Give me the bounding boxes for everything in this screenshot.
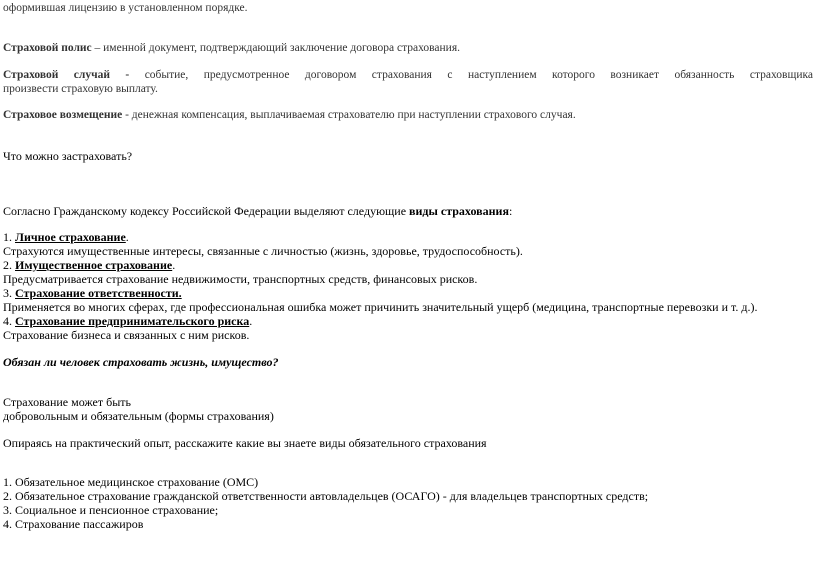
question-obliged: Обязан ли человек страховать жизнь, имущество? (3, 355, 279, 369)
type-1-description: Страхуются имущественные интересы, связанные с личностью (жизнь, здоровье, трудоспособность). (3, 244, 523, 258)
type-3-description: Применяется во многих сферах, где профессиональная ошибка может причинить значительный ущерб (медицина, транспортные перевозки и т. д.). (3, 300, 758, 314)
definition-insured-event (3, 68, 813, 96)
term-policy: Страховой полис (3, 42, 92, 54)
mandatory-item-2: 2. Обязательное страхование гражданской ответственности автовладельцев (ОСАГО) - для владельцев транспортных средств; (3, 489, 649, 503)
definition-policy (3, 41, 460, 55)
term-insured-event: Страховой случай - (3, 69, 130, 81)
type-2-title: 2. Имущественное страхование. (3, 258, 176, 272)
forms-line-2: добровольным и обязательным (формы страхования) (3, 409, 274, 423)
mandatory-item-1: 1. Обязательное медицинское страхование (ОМС) (3, 475, 259, 489)
definition-compensation (3, 108, 576, 122)
mandatory-item-4: 4. Страхование пассажиров (3, 517, 144, 531)
type-1-title: 1. Личное страхование. (3, 230, 129, 244)
type-2-description: Предусматривается страхование недвижимости, транспортных средств, финансовых рисков. (3, 272, 478, 286)
mandatory-item-3: 3. Социальное и пенсионное страхование; (3, 503, 219, 517)
definition-compensation-text: - денежная компенсация, выплачиваемая страхователю при наступлении страхового случая. (122, 109, 576, 121)
definition-insured-event-line2: произвести страховую выплату. (3, 83, 158, 95)
types-intro-bold: виды страхования (409, 204, 509, 218)
definition-insured-event-line1: Страховой случай - событие, предусмотренное договором страхования с наступлением которого возникает обязанность страховщика (3, 69, 813, 81)
question-what-to-insure: Что можно застраховать? (3, 149, 133, 163)
type-4-description: Страхование бизнеса и связанных с ним рисков. (3, 328, 250, 342)
text-fragment-top: оформившая лицензию в установленном порядке. (3, 2, 248, 14)
type-4-title: 4. Страхование предпринимательского риска. (3, 314, 253, 328)
forms-line-1: Страхование может быть (3, 395, 131, 409)
definition-policy-text: – именной документ, подтверждающий заключение договора страхования. (91, 42, 461, 54)
practical-question: Опираясь на практический опыт, расскажите какие вы знаете виды обязательного страхования (3, 436, 487, 450)
type-3-title: 3. Страхование ответственности. (3, 286, 182, 300)
term-compensation: Страховое возмещение (3, 109, 123, 121)
types-intro: Согласно Гражданскому кодексу Российской Федерации выделяют следующие виды страхования: (3, 204, 513, 218)
